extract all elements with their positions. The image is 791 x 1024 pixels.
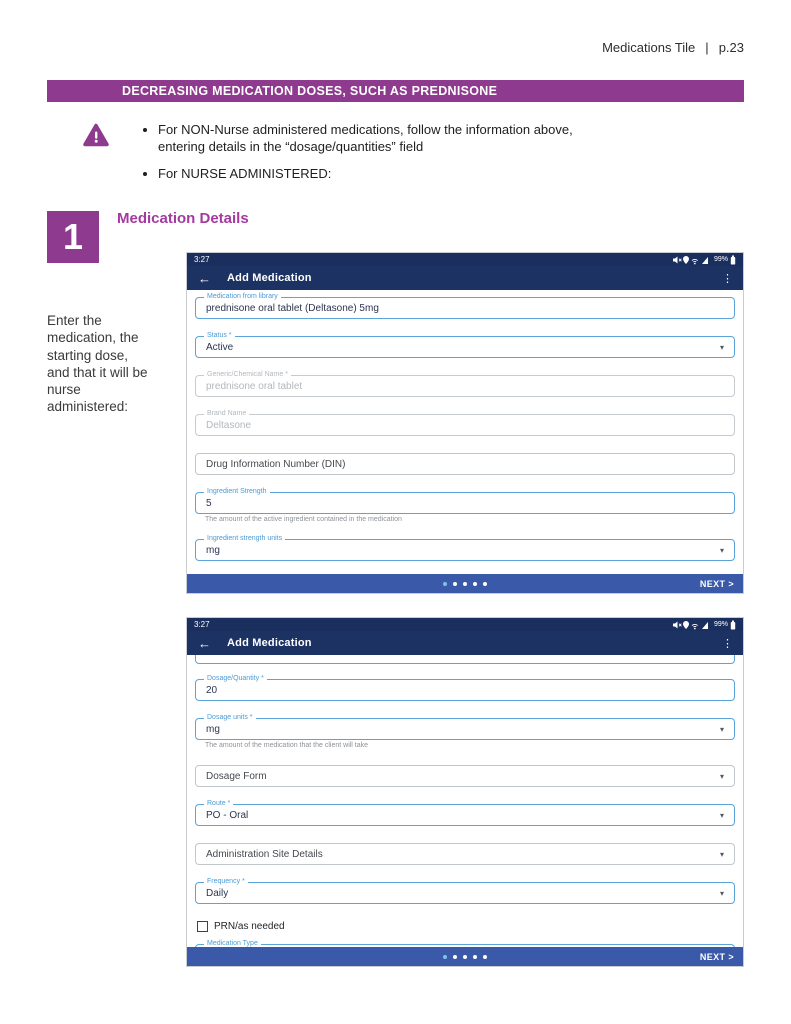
chevron-down-icon[interactable]: ▾ xyxy=(719,888,724,898)
field-label: Frequency * xyxy=(204,878,248,886)
field-label: Medication Type xyxy=(204,940,261,948)
bottom-nav-bar xyxy=(187,947,743,966)
step-instruction-note: Enter the medication, the starting dose, and that it will be nurse administered: xyxy=(47,313,148,415)
field-generic-name xyxy=(195,371,735,397)
field-placeholder: Administration Site Details xyxy=(206,848,323,860)
pager-dot xyxy=(473,582,477,586)
page-header xyxy=(602,40,744,55)
status-bar xyxy=(187,253,743,266)
field-label: Status * xyxy=(204,332,235,340)
field-dosage-quantity[interactable] xyxy=(195,675,735,701)
status-bar xyxy=(187,618,743,631)
field-medication-from-library[interactable] xyxy=(195,293,735,319)
pager-dot xyxy=(483,955,487,959)
prn-checkbox-row[interactable] xyxy=(195,921,735,932)
battery-percent: 99% xyxy=(713,256,728,263)
pager-dot xyxy=(473,955,477,959)
checkbox-label: PRN/as needed xyxy=(214,921,285,933)
field-ingredient-strength-units[interactable] xyxy=(195,535,735,561)
back-arrow-icon[interactable]: ← xyxy=(198,270,211,286)
status-icons xyxy=(672,620,736,630)
field-route[interactable] xyxy=(195,800,735,826)
pager-dot xyxy=(443,582,447,586)
field-value: mg xyxy=(206,544,220,556)
field-cut-off-top xyxy=(195,655,735,664)
field-administration-site[interactable] xyxy=(195,843,735,865)
field-value: prednisone oral tablet (Deltasone) 5mg xyxy=(206,302,379,314)
field-status[interactable] xyxy=(195,332,735,358)
field-value: Daily xyxy=(206,887,229,899)
field-label: Ingredient strength units xyxy=(204,535,285,543)
phone-screenshot-2 xyxy=(186,617,744,967)
chevron-down-icon[interactable]: ▾ xyxy=(719,849,724,859)
field-din[interactable] xyxy=(195,453,735,475)
app-bar xyxy=(187,631,743,655)
chevron-down-icon[interactable]: ▾ xyxy=(719,342,724,352)
kebab-menu-icon[interactable]: ⋮ xyxy=(722,272,732,285)
field-placeholder: Drug Information Number (DIN) xyxy=(206,458,346,470)
page-indicator-dots xyxy=(443,955,487,959)
field-placeholder: Dosage Form xyxy=(206,770,267,782)
header-divider: | xyxy=(705,40,709,55)
chevron-down-icon[interactable]: ▾ xyxy=(719,724,724,734)
app-bar-title: Add Medication xyxy=(227,637,312,649)
form-body xyxy=(187,290,743,561)
section-banner: DECREASING MEDICATION DOSES, SUCH AS PREDNISONE xyxy=(47,80,744,102)
field-value: Deltasone xyxy=(206,419,252,431)
next-button[interactable]: NEXT > xyxy=(699,578,734,589)
field-value: 5 xyxy=(206,497,212,509)
field-value: Active xyxy=(206,341,234,353)
field-label: Medication from library xyxy=(204,293,281,301)
pager-dot xyxy=(463,582,467,586)
pager-dot xyxy=(453,582,457,586)
warning-bullet-list xyxy=(158,122,613,194)
status-system-icons xyxy=(672,620,712,630)
field-helper-text: The amount of the active ingredient contained in the medication xyxy=(205,516,402,523)
next-button[interactable]: NEXT > xyxy=(699,951,734,962)
status-time: 3:27 xyxy=(194,255,210,264)
page-number: p.23 xyxy=(718,40,744,55)
pager-dot xyxy=(443,955,447,959)
status-system-icons xyxy=(672,255,712,265)
checkbox-unchecked-icon[interactable] xyxy=(197,921,208,932)
field-ingredient-strength[interactable] xyxy=(195,488,735,514)
battery-icon xyxy=(730,255,736,265)
step-title: Medication Details xyxy=(117,210,249,227)
warning-icon xyxy=(83,123,109,147)
chevron-down-icon[interactable]: ▾ xyxy=(719,771,724,781)
pager-dot xyxy=(463,955,467,959)
field-label: Dosage/Quantity * xyxy=(204,675,267,683)
battery-percent: 99% xyxy=(713,621,728,628)
field-dosage-units[interactable] xyxy=(195,714,735,740)
field-value: 20 xyxy=(206,684,218,696)
kebab-menu-icon[interactable]: ⋮ xyxy=(722,637,732,650)
warning-bullet: • For NON-Nurse administered medications, follow the information above, entering details in the “dosage/quantities” field xyxy=(158,122,613,155)
field-brand-name xyxy=(195,410,735,436)
field-value: PO - Oral xyxy=(206,809,249,821)
field-label: Dosage units * xyxy=(204,714,256,722)
back-arrow-icon[interactable]: ← xyxy=(198,635,211,651)
field-label: Route * xyxy=(204,800,233,808)
bottom-nav-bar xyxy=(187,574,743,593)
warning-bullet: • For NURSE ADMINISTERED: xyxy=(158,166,613,183)
field-label: Ingredient Strength xyxy=(204,488,270,496)
status-icons xyxy=(672,255,736,265)
pager-dot xyxy=(483,582,487,586)
pager-dot xyxy=(453,955,457,959)
app-bar-title: Add Medication xyxy=(227,272,312,284)
field-dosage-form[interactable] xyxy=(195,765,735,787)
status-time: 3:27 xyxy=(194,620,210,629)
field-value: mg xyxy=(206,723,220,735)
field-value: prednisone oral tablet xyxy=(206,380,303,392)
battery-icon xyxy=(730,620,736,630)
header-title: Medications Tile xyxy=(602,40,696,55)
form-body xyxy=(187,655,743,966)
app-bar xyxy=(187,266,743,290)
field-label: Brand Name xyxy=(204,410,249,418)
step-number-badge: 1 xyxy=(47,211,99,263)
chevron-down-icon[interactable]: ▾ xyxy=(719,810,724,820)
field-helper-text: The amount of the medication that the client will take xyxy=(205,742,369,749)
chevron-down-icon[interactable]: ▾ xyxy=(719,545,724,555)
phone-screenshot-1 xyxy=(186,252,744,594)
page-indicator-dots xyxy=(443,582,487,586)
field-label: Generic/Chemical Name * xyxy=(204,371,291,379)
field-frequency[interactable] xyxy=(195,878,735,904)
